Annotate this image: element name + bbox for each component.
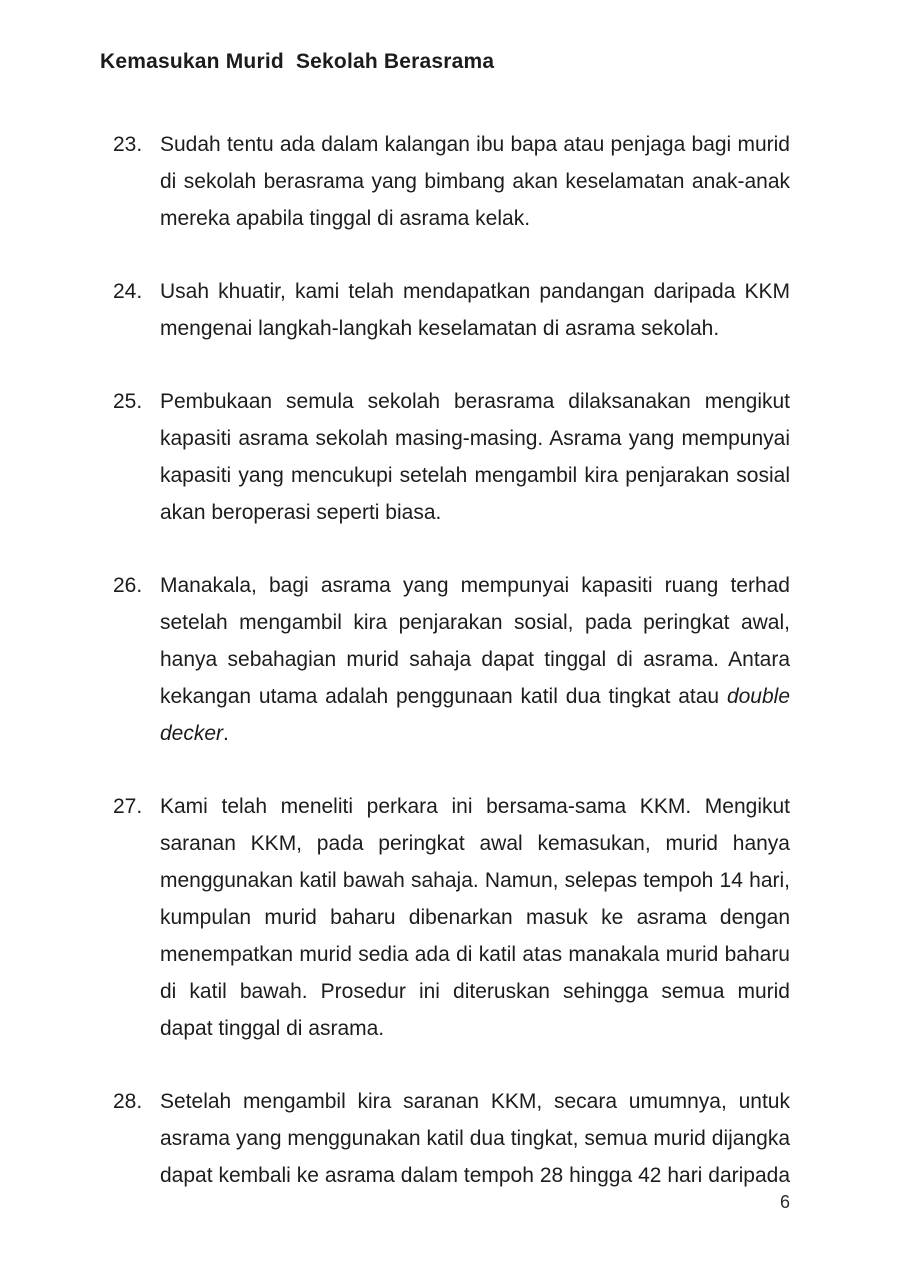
italic-text-segment: double decker [160, 685, 790, 745]
paragraph-item [113, 273, 790, 347]
document-title: Kemasukan Murid Sekolah Berasrama [100, 50, 495, 73]
text-segment: Usah khuatir, kami telah mendapatkan pandangan daripada KKM mengenai langkah-langkah keselamatan di asrama sekolah. [160, 280, 790, 340]
paragraph-item [113, 126, 790, 237]
paragraph-item [113, 788, 790, 1047]
text-segment: Manakala, bagi asrama yang mempunyai kapasiti ruang terhad setelah mengambil kira penjarakan sosial, pada peringkat awal, hanya sebahagian murid sahaja dapat tinggal di asrama. Antara kekangan utama adalah penggunaan katil dua tingkat atau [160, 574, 790, 708]
paragraph-item [113, 567, 790, 752]
text-segment: . [223, 722, 229, 745]
paragraph-number: 26. [113, 574, 143, 597]
paragraph-number: 24. [113, 280, 143, 303]
paragraph-number: 25. [113, 390, 143, 413]
text-segment: Kami telah meneliti perkara ini bersama-sama KKM. Mengikut saranan KKM, pada peringkat awal kemasukan, murid hanya menggunakan katil bawah sahaja. Namun, selepas tempoh 14 hari, kumpulan murid baharu dibenarkan masuk ke asrama dengan menempatkan murid sedia ada di katil atas manakala murid baharu di katil bawah. Prosedur ini diteruskan sehingga semua murid dapat tinggal di asrama. [160, 795, 790, 1040]
paragraph-text [160, 383, 790, 531]
paragraph-item [113, 1083, 790, 1194]
text-segment: Setelah mengambil kira saranan KKM, secara umumnya, untuk asrama yang menggunakan katil dua tingkat, semua murid dijangka dapat kembali ke asrama dalam tempoh 28 hingga 42 hari daripada [160, 1090, 790, 1187]
paragraph-text [160, 788, 790, 1047]
paragraph-number: 27. [113, 795, 143, 818]
paragraph-text [160, 273, 790, 347]
text-segment: Sudah tentu ada dalam kalangan ibu bapa atau penjaga bagi murid di sekolah berasrama yang bimbang akan keselamatan anak-anak mereka apabila tinggal di asrama kelak. [160, 133, 790, 230]
paragraph-number: 28. [113, 1090, 143, 1113]
paragraph-item [113, 383, 790, 531]
text-segment: Pembukaan semula sekolah berasrama dilaksanakan mengikut kapasiti asrama sekolah masing-masing. Asrama yang mempunyai kapasiti yang mencukupi setelah mengambil kira penjarakan sosial akan beroperasi seperti biasa. [160, 390, 790, 524]
paragraph-text [160, 567, 790, 752]
paragraph-number: 23. [113, 133, 143, 156]
paragraph-list [113, 126, 790, 1230]
paragraph-text [160, 126, 790, 237]
paragraph-text [160, 1083, 790, 1194]
page-number: 6 [779, 1192, 790, 1212]
